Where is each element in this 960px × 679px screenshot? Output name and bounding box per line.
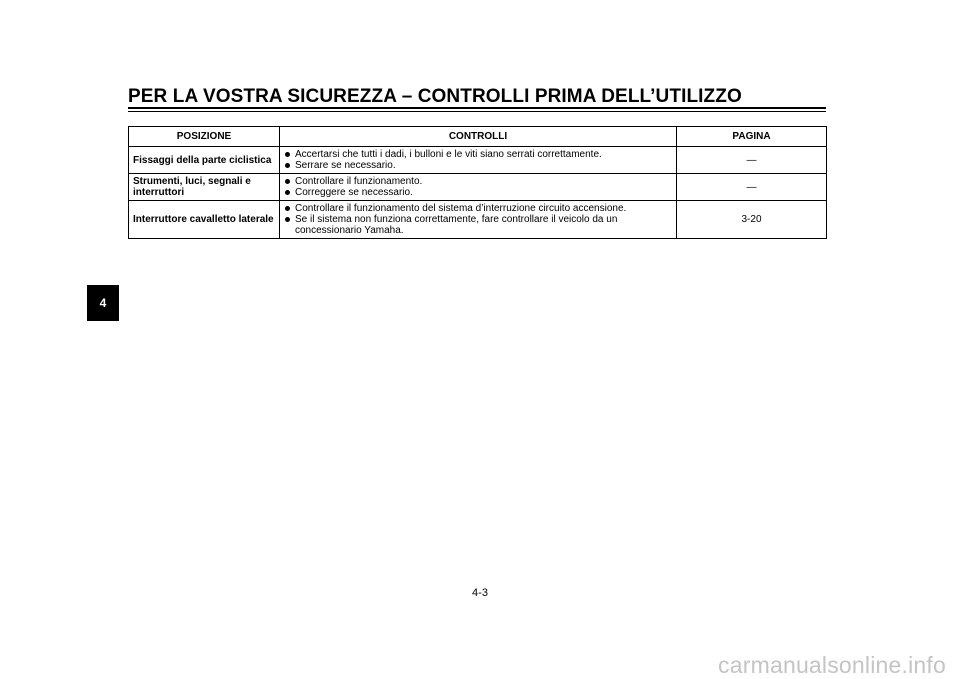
chapter-tab: [87, 285, 119, 321]
row-position: Interruttore cavalletto laterale: [129, 201, 280, 239]
check-item: Correggere se necessario.: [284, 187, 672, 198]
header-checks: CONTROLLI: [280, 127, 677, 147]
row-position: Strumenti, luci, segnali e interruttori: [129, 174, 280, 201]
watermark: carmanualsonline.info: [718, 652, 946, 678]
table-row: [129, 201, 827, 239]
page-number: 4-3: [472, 587, 488, 599]
checks-table: [128, 126, 827, 239]
chapter-tab-number: 4: [99, 296, 107, 310]
row-checks: [280, 174, 677, 201]
row-checks: [280, 147, 677, 174]
row-page: —: [677, 147, 827, 174]
page-title: PER LA VOSTRA SICUREZZA – CONTROLLI PRIMA DELL’UTILIZZO: [128, 86, 742, 107]
table-row: [129, 174, 827, 201]
check-item: Serrare se necessario.: [284, 160, 672, 171]
header-page: PAGINA: [677, 127, 827, 147]
row-position: Fissaggi della parte ciclistica: [129, 147, 280, 174]
title-rule: [128, 107, 826, 109]
row-page: 3-20: [677, 201, 827, 239]
check-item: Controllare il funzionamento.: [284, 176, 672, 187]
check-item: Accertarsi che tutti i dadi, i bulloni e le viti siano serrati correttamente.: [284, 149, 672, 160]
check-item: Se il sistema non funziona correttamente, fare controllare il veicolo da un concessionario Yamaha.: [284, 214, 672, 236]
header-position: POSIZIONE: [129, 127, 280, 147]
title-rule-thin: [128, 111, 826, 112]
row-checks: [280, 201, 677, 239]
table-row: [129, 147, 827, 174]
check-item: Controllare il funzionamento del sistema d’interruzione circuito accensione.: [284, 203, 672, 214]
table-header-row: [129, 127, 827, 147]
row-page: —: [677, 174, 827, 201]
